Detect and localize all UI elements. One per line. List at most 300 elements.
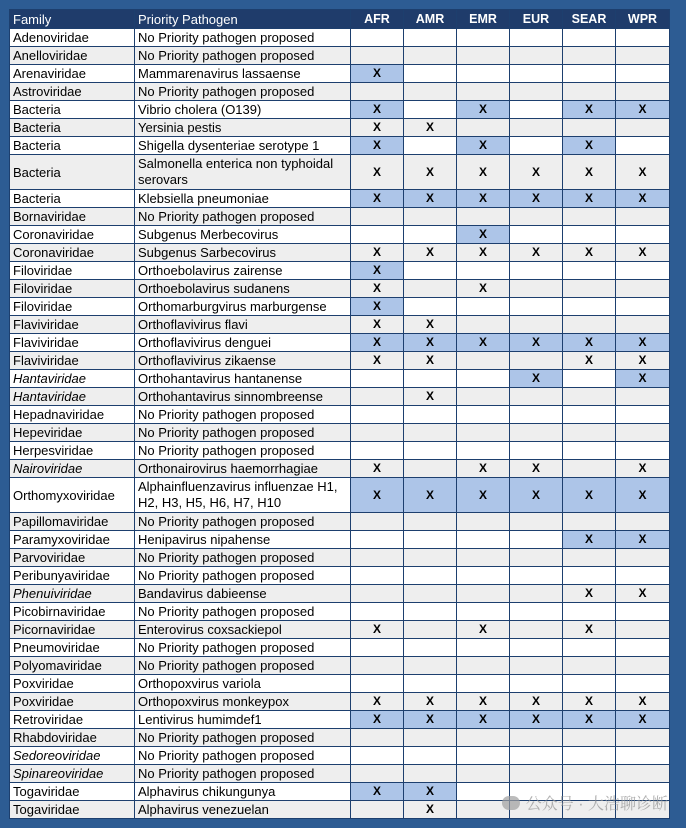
pathogen-cell: Shigella dysenteriae serotype 1 xyxy=(135,137,351,155)
region-cell-wpr xyxy=(616,406,670,424)
header-row xyxy=(10,10,670,29)
table-row xyxy=(10,226,670,244)
pathogen-cell: Lentivirus humimdef1 xyxy=(135,711,351,729)
region-cell-afr xyxy=(351,639,404,657)
region-cell-afr: X xyxy=(351,101,404,119)
region-cell-amr: X xyxy=(404,801,457,819)
watermark-text: 公众号 · 大浩聊诊断 xyxy=(525,796,668,813)
region-cell-eur xyxy=(510,208,563,226)
region-cell-afr xyxy=(351,603,404,621)
region-cell-amr xyxy=(404,567,457,585)
region-cell-emr xyxy=(457,765,510,783)
family-cell: Coronaviridae xyxy=(10,226,135,244)
region-cell-amr: X xyxy=(404,388,457,406)
region-cell-afr: X xyxy=(351,316,404,334)
family-cell: Flaviviridae xyxy=(10,334,135,352)
region-cell-emr: X xyxy=(457,226,510,244)
family-cell: Rhabdoviridae xyxy=(10,729,135,747)
family-cell: Hepeviridae xyxy=(10,424,135,442)
region-cell-amr: X xyxy=(404,693,457,711)
table-row xyxy=(10,621,670,639)
region-cell-sear xyxy=(563,262,616,280)
pathogen-cell: Vibrio cholera (O139) xyxy=(135,101,351,119)
table-row xyxy=(10,657,670,675)
region-cell-sear xyxy=(563,65,616,83)
family-cell: Togaviridae xyxy=(10,783,135,801)
region-cell-wpr: X xyxy=(616,370,670,388)
region-cell-afr: X xyxy=(351,119,404,137)
family-cell: Bacteria xyxy=(10,155,135,190)
region-cell-amr: X xyxy=(404,244,457,262)
region-cell-emr: X xyxy=(457,460,510,478)
region-cell-emr xyxy=(457,675,510,693)
region-cell-sear xyxy=(563,460,616,478)
family-cell: Astroviridae xyxy=(10,83,135,101)
region-cell-emr xyxy=(457,585,510,603)
region-cell-amr xyxy=(404,585,457,603)
region-cell-wpr xyxy=(616,729,670,747)
region-cell-eur xyxy=(510,388,563,406)
region-cell-afr xyxy=(351,567,404,585)
pathogen-cell: Subgenus Merbecovirus xyxy=(135,226,351,244)
region-cell-sear xyxy=(563,765,616,783)
table-row xyxy=(10,585,670,603)
table-row xyxy=(10,29,670,47)
region-cell-amr xyxy=(404,226,457,244)
region-cell-afr: X xyxy=(351,478,404,513)
pathogen-cell: No Priority pathogen proposed xyxy=(135,747,351,765)
region-cell-sear: X xyxy=(563,585,616,603)
table-row xyxy=(10,478,670,513)
pathogen-cell: No Priority pathogen proposed xyxy=(135,83,351,101)
family-cell: Bornaviridae xyxy=(10,208,135,226)
region-cell-amr xyxy=(404,424,457,442)
region-cell-sear: X xyxy=(563,155,616,190)
table-row xyxy=(10,531,670,549)
region-cell-sear: X xyxy=(563,101,616,119)
family-cell: Retroviridae xyxy=(10,711,135,729)
region-cell-sear xyxy=(563,406,616,424)
region-cell-emr xyxy=(457,370,510,388)
region-cell-eur xyxy=(510,83,563,101)
region-cell-sear xyxy=(563,47,616,65)
region-cell-afr xyxy=(351,226,404,244)
region-cell-emr: X xyxy=(457,280,510,298)
region-cell-sear xyxy=(563,388,616,406)
pathogen-cell: Salmonella enterica non typhoidal serovars xyxy=(135,155,351,190)
region-cell-eur xyxy=(510,675,563,693)
region-cell-sear xyxy=(563,657,616,675)
region-cell-eur xyxy=(510,639,563,657)
region-cell-afr xyxy=(351,208,404,226)
table-row xyxy=(10,65,670,83)
table-row xyxy=(10,83,670,101)
region-cell-eur xyxy=(510,352,563,370)
region-cell-sear xyxy=(563,83,616,101)
table-row xyxy=(10,47,670,65)
region-cell-eur xyxy=(510,137,563,155)
region-cell-emr xyxy=(457,262,510,280)
region-cell-afr xyxy=(351,29,404,47)
region-cell-amr xyxy=(404,262,457,280)
region-cell-amr xyxy=(404,531,457,549)
family-cell: Poxviridae xyxy=(10,675,135,693)
family-cell: Coronaviridae xyxy=(10,244,135,262)
region-cell-afr xyxy=(351,406,404,424)
region-cell-wpr xyxy=(616,639,670,657)
table-row xyxy=(10,406,670,424)
family-cell: Bacteria xyxy=(10,101,135,119)
table-row xyxy=(10,460,670,478)
region-cell-emr: X xyxy=(457,478,510,513)
region-cell-wpr xyxy=(616,262,670,280)
pathogen-cell: Enterovirus coxsackiepol xyxy=(135,621,351,639)
table-row xyxy=(10,352,670,370)
region-cell-sear xyxy=(563,29,616,47)
region-cell-eur xyxy=(510,226,563,244)
family-cell: Filoviridae xyxy=(10,280,135,298)
region-cell-wpr xyxy=(616,657,670,675)
region-cell-sear: X xyxy=(563,621,616,639)
table-row xyxy=(10,137,670,155)
region-cell-afr: X xyxy=(351,155,404,190)
family-cell: Papillomaviridae xyxy=(10,513,135,531)
region-cell-wpr xyxy=(616,388,670,406)
region-cell-wpr xyxy=(616,83,670,101)
region-cell-eur xyxy=(510,603,563,621)
table-row xyxy=(10,675,670,693)
table-row xyxy=(10,208,670,226)
table-row xyxy=(10,262,670,280)
pathogen-cell: No Priority pathogen proposed xyxy=(135,29,351,47)
region-cell-eur xyxy=(510,729,563,747)
region-cell-sear xyxy=(563,729,616,747)
region-cell-amr xyxy=(404,549,457,567)
family-cell: Herpesviridae xyxy=(10,442,135,460)
family-cell: Hantaviridae xyxy=(10,370,135,388)
family-cell: Togaviridae xyxy=(10,801,135,819)
pathogen-cell: Mammarenavirus lassaense xyxy=(135,65,351,83)
region-cell-emr: X xyxy=(457,137,510,155)
region-cell-afr xyxy=(351,747,404,765)
region-cell-wpr: X xyxy=(616,244,670,262)
region-cell-afr xyxy=(351,675,404,693)
region-cell-eur xyxy=(510,442,563,460)
table-row xyxy=(10,101,670,119)
region-cell-afr: X xyxy=(351,262,404,280)
region-cell-amr xyxy=(404,765,457,783)
region-cell-sear xyxy=(563,226,616,244)
pathogen-cell: Orthopoxvirus monkeypox xyxy=(135,693,351,711)
region-cell-sear xyxy=(563,513,616,531)
pathogen-cell: Subgenus Sarbecovirus xyxy=(135,244,351,262)
pathogen-cell: No Priority pathogen proposed xyxy=(135,513,351,531)
pathogen-cell: No Priority pathogen proposed xyxy=(135,208,351,226)
region-cell-eur: X xyxy=(510,370,563,388)
pathogen-cell: Orthoebolavirus sudanens xyxy=(135,280,351,298)
region-cell-wpr xyxy=(616,549,670,567)
pathogen-cell: Orthohantavirus sinnombreense xyxy=(135,388,351,406)
table-row xyxy=(10,711,670,729)
region-cell-emr xyxy=(457,208,510,226)
table-row xyxy=(10,370,670,388)
region-cell-afr: X xyxy=(351,783,404,801)
region-cell-afr: X xyxy=(351,621,404,639)
region-cell-wpr: X xyxy=(616,334,670,352)
region-cell-sear xyxy=(563,549,616,567)
priority-pathogen-table xyxy=(9,9,670,819)
region-cell-wpr xyxy=(616,65,670,83)
header-region-wpr: WPR xyxy=(616,10,670,29)
region-cell-sear: X xyxy=(563,244,616,262)
table-row xyxy=(10,190,670,208)
family-cell: Bacteria xyxy=(10,190,135,208)
region-cell-wpr: X xyxy=(616,693,670,711)
pathogen-cell: Orthopoxvirus variola xyxy=(135,675,351,693)
table-row xyxy=(10,693,670,711)
family-cell: Hepadnaviridae xyxy=(10,406,135,424)
region-cell-emr xyxy=(457,549,510,567)
pathogen-cell: No Priority pathogen proposed xyxy=(135,406,351,424)
pathogen-cell: Klebsiella pneumoniae xyxy=(135,190,351,208)
region-cell-sear xyxy=(563,747,616,765)
table-row xyxy=(10,280,670,298)
region-cell-wpr xyxy=(616,29,670,47)
region-cell-sear: X xyxy=(563,190,616,208)
region-cell-emr xyxy=(457,603,510,621)
region-cell-emr xyxy=(457,531,510,549)
region-cell-emr xyxy=(457,567,510,585)
table-row xyxy=(10,765,670,783)
region-cell-emr: X xyxy=(457,101,510,119)
region-cell-eur: X xyxy=(510,155,563,190)
region-cell-afr: X xyxy=(351,352,404,370)
region-cell-emr xyxy=(457,83,510,101)
family-cell: Flaviviridae xyxy=(10,352,135,370)
region-cell-amr xyxy=(404,137,457,155)
pathogen-cell: Alphavirus chikungunya xyxy=(135,783,351,801)
region-cell-wpr: X xyxy=(616,101,670,119)
pathogen-cell: No Priority pathogen proposed xyxy=(135,729,351,747)
wechat-icon xyxy=(502,796,520,810)
region-cell-eur xyxy=(510,549,563,567)
region-cell-eur xyxy=(510,621,563,639)
region-cell-afr: X xyxy=(351,244,404,262)
region-cell-afr xyxy=(351,424,404,442)
region-cell-wpr xyxy=(616,513,670,531)
region-cell-emr xyxy=(457,47,510,65)
pathogen-cell: No Priority pathogen proposed xyxy=(135,765,351,783)
region-cell-afr: X xyxy=(351,190,404,208)
header-region-afr: AFR xyxy=(351,10,404,29)
region-cell-sear xyxy=(563,675,616,693)
region-cell-afr: X xyxy=(351,137,404,155)
pathogen-cell: No Priority pathogen proposed xyxy=(135,639,351,657)
table-row xyxy=(10,513,670,531)
region-cell-afr xyxy=(351,657,404,675)
region-cell-afr xyxy=(351,83,404,101)
table-row xyxy=(10,603,670,621)
region-cell-amr xyxy=(404,298,457,316)
region-cell-emr: X xyxy=(457,190,510,208)
region-cell-emr: X xyxy=(457,155,510,190)
region-cell-wpr xyxy=(616,621,670,639)
pathogen-cell: Orthomarburgvirus marburgense xyxy=(135,298,351,316)
region-cell-wpr: X xyxy=(616,460,670,478)
region-cell-amr xyxy=(404,460,457,478)
pathogen-cell: No Priority pathogen proposed xyxy=(135,657,351,675)
region-cell-afr: X xyxy=(351,334,404,352)
family-cell: Sedoreoviridae xyxy=(10,747,135,765)
region-cell-eur xyxy=(510,531,563,549)
region-cell-amr: X xyxy=(404,478,457,513)
region-cell-emr xyxy=(457,639,510,657)
region-cell-afr: X xyxy=(351,65,404,83)
region-cell-wpr xyxy=(616,675,670,693)
region-cell-afr xyxy=(351,531,404,549)
region-cell-sear: X xyxy=(563,478,616,513)
pathogen-cell: Orthoflavivirus zikaense xyxy=(135,352,351,370)
header-pathogen: Priority Pathogen xyxy=(135,10,351,29)
region-cell-afr: X xyxy=(351,460,404,478)
table-row xyxy=(10,244,670,262)
region-cell-wpr xyxy=(616,747,670,765)
region-cell-emr xyxy=(457,298,510,316)
region-cell-sear xyxy=(563,370,616,388)
region-cell-eur xyxy=(510,585,563,603)
pathogen-cell: No Priority pathogen proposed xyxy=(135,424,351,442)
table-row xyxy=(10,567,670,585)
region-cell-wpr xyxy=(616,298,670,316)
region-cell-sear xyxy=(563,639,616,657)
region-cell-eur xyxy=(510,29,563,47)
region-cell-afr xyxy=(351,370,404,388)
region-cell-wpr xyxy=(616,316,670,334)
region-cell-wpr: X xyxy=(616,478,670,513)
region-cell-wpr: X xyxy=(616,352,670,370)
region-cell-amr xyxy=(404,675,457,693)
family-cell: Poxviridae xyxy=(10,693,135,711)
pathogen-cell: Orthoflavivirus denguei xyxy=(135,334,351,352)
region-cell-sear xyxy=(563,208,616,226)
region-cell-eur xyxy=(510,280,563,298)
table-row xyxy=(10,424,670,442)
region-cell-sear xyxy=(563,442,616,460)
region-cell-amr xyxy=(404,370,457,388)
region-cell-emr xyxy=(457,747,510,765)
region-cell-sear: X xyxy=(563,693,616,711)
region-cell-amr xyxy=(404,639,457,657)
region-cell-wpr xyxy=(616,567,670,585)
region-cell-afr xyxy=(351,549,404,567)
region-cell-emr xyxy=(457,424,510,442)
region-cell-afr: X xyxy=(351,280,404,298)
region-cell-amr: X xyxy=(404,119,457,137)
region-cell-eur xyxy=(510,424,563,442)
table-row xyxy=(10,747,670,765)
header-region-eur: EUR xyxy=(510,10,563,29)
watermark xyxy=(502,791,668,814)
region-cell-sear xyxy=(563,119,616,137)
family-cell: Hantaviridae xyxy=(10,388,135,406)
region-cell-eur xyxy=(510,406,563,424)
pathogen-cell: Alphainfluenzavirus influenzae H1, H2, H3, H5, H6, H7, H10 xyxy=(135,478,351,513)
region-cell-emr xyxy=(457,29,510,47)
region-cell-wpr xyxy=(616,208,670,226)
region-cell-amr xyxy=(404,657,457,675)
table-row xyxy=(10,639,670,657)
header-family: Family xyxy=(10,10,135,29)
region-cell-wpr xyxy=(616,442,670,460)
region-cell-emr xyxy=(457,65,510,83)
table-body xyxy=(10,29,670,819)
region-cell-eur xyxy=(510,298,563,316)
pathogen-cell: Orthoflavivirus flavi xyxy=(135,316,351,334)
family-cell: Pneumoviridae xyxy=(10,639,135,657)
region-cell-eur xyxy=(510,101,563,119)
region-cell-emr: X xyxy=(457,334,510,352)
region-cell-emr: X xyxy=(457,711,510,729)
region-cell-eur: X xyxy=(510,334,563,352)
family-cell: Orthomyxoviridae xyxy=(10,478,135,513)
region-cell-amr xyxy=(404,65,457,83)
table-row xyxy=(10,155,670,190)
pathogen-cell: No Priority pathogen proposed xyxy=(135,603,351,621)
pathogen-cell: Orthoebolavirus zairense xyxy=(135,262,351,280)
region-cell-sear xyxy=(563,316,616,334)
region-cell-afr: X xyxy=(351,693,404,711)
table-row xyxy=(10,298,670,316)
region-cell-amr xyxy=(404,729,457,747)
region-cell-eur xyxy=(510,513,563,531)
region-cell-emr xyxy=(457,316,510,334)
pathogen-cell: Orthonairovirus haemorrhagiae xyxy=(135,460,351,478)
pathogen-cell: No Priority pathogen proposed xyxy=(135,567,351,585)
region-cell-wpr xyxy=(616,137,670,155)
region-cell-wpr: X xyxy=(616,711,670,729)
region-cell-amr: X xyxy=(404,334,457,352)
region-cell-wpr: X xyxy=(616,531,670,549)
table-row xyxy=(10,119,670,137)
table-row xyxy=(10,388,670,406)
region-cell-eur xyxy=(510,262,563,280)
region-cell-wpr: X xyxy=(616,585,670,603)
region-cell-emr: X xyxy=(457,244,510,262)
family-cell: Flaviviridae xyxy=(10,316,135,334)
region-cell-amr: X xyxy=(404,316,457,334)
family-cell: Phenuiviridae xyxy=(10,585,135,603)
region-cell-amr: X xyxy=(404,711,457,729)
family-cell: Parvoviridae xyxy=(10,549,135,567)
region-cell-amr xyxy=(404,47,457,65)
region-cell-sear: X xyxy=(563,137,616,155)
region-cell-sear: X xyxy=(563,711,616,729)
header-region-emr: EMR xyxy=(457,10,510,29)
region-cell-wpr xyxy=(616,765,670,783)
region-cell-amr: X xyxy=(404,190,457,208)
region-cell-eur xyxy=(510,316,563,334)
family-cell: Paramyxoviridae xyxy=(10,531,135,549)
region-cell-amr xyxy=(404,513,457,531)
region-cell-sear xyxy=(563,567,616,585)
region-cell-emr: X xyxy=(457,693,510,711)
region-cell-emr xyxy=(457,406,510,424)
region-cell-afr xyxy=(351,47,404,65)
region-cell-wpr: X xyxy=(616,190,670,208)
region-cell-amr xyxy=(404,406,457,424)
region-cell-amr xyxy=(404,747,457,765)
family-cell: Picornaviridae xyxy=(10,621,135,639)
